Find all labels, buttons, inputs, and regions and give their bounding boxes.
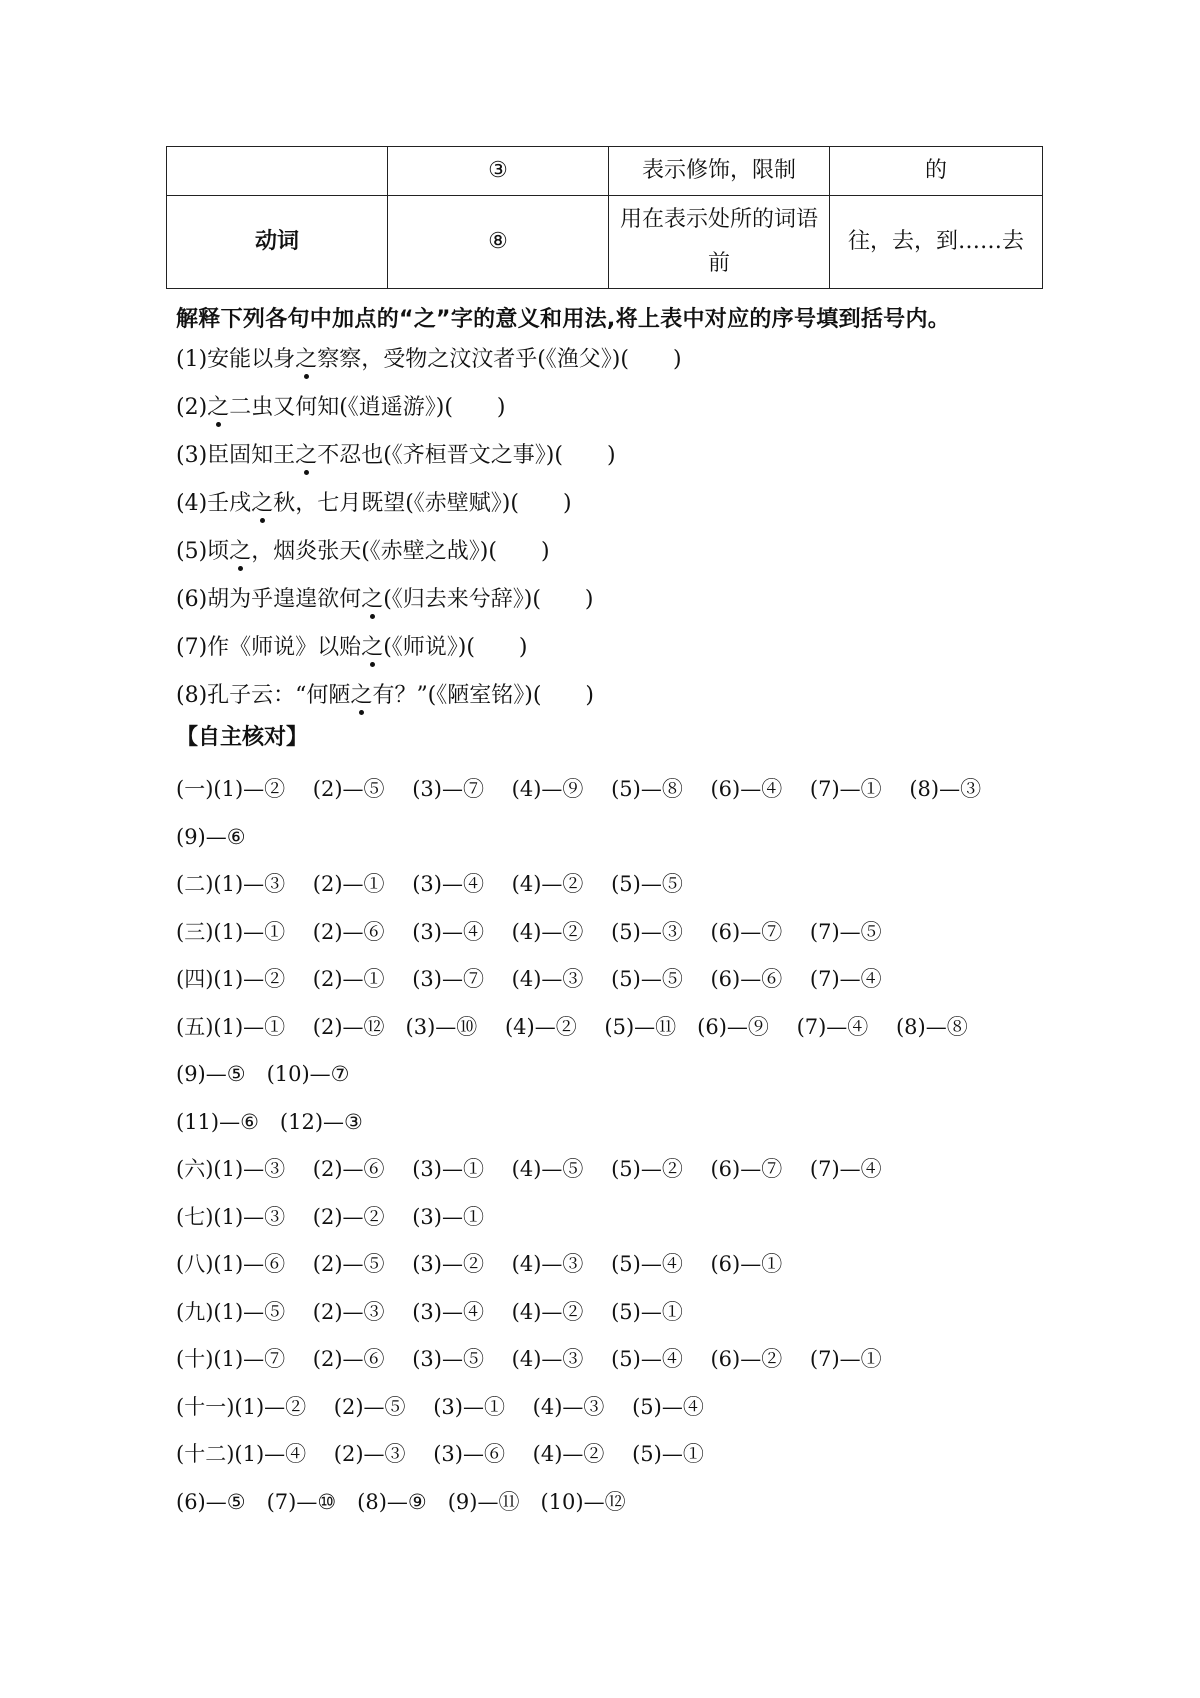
question-item	[176, 576, 682, 624]
answer-list	[176, 766, 981, 1526]
table-row	[167, 196, 1043, 289]
question-list	[176, 336, 682, 720]
question-text-before: (1)安能以身	[176, 347, 296, 372]
question-text-after: 不忍也(《齐桓晋文之事》)( )	[317, 443, 616, 468]
table-cell-number: ⑧	[388, 196, 609, 289]
question-text-after: 有？”(《陋室铭》)( )	[372, 683, 595, 708]
question-text-after: 察察，受物之汶汶者乎(《渔父》)( )	[317, 347, 682, 372]
answer-line: (六)(1)—③ (2)—⑥ (3)—① (4)—⑤ (5)—② (6)—⑦ (7)—④	[176, 1157, 882, 1181]
question-item	[176, 384, 682, 432]
question-item	[176, 480, 682, 528]
question-item	[176, 528, 682, 576]
answer-line: (五)(1)—① (2)—⑫ (3)—⑩ (4)—② (5)—⑪ (6)—⑨ (7)—④ (8)—⑧	[176, 1014, 968, 1039]
table-cell-usage: 表示修饰，限制	[609, 147, 830, 196]
question-item	[176, 336, 682, 384]
question-text-before: (4)壬戌	[176, 491, 252, 516]
table-cell-usage: 用在表示处所的词语前	[609, 196, 830, 289]
question-item	[176, 432, 682, 480]
table-cell-meaning: 的	[830, 147, 1043, 196]
question-text-after: 秋，七月既望(《赤壁赋》)( )	[273, 491, 572, 516]
exercise-instruction: 解释下列各句中加点的“之”字的意义和用法,将上表中对应的序号填到括号内。	[176, 307, 951, 332]
question-text-before: (2)	[176, 395, 208, 420]
table-cell-category: 动词	[167, 196, 388, 289]
dotted-character: 之	[361, 576, 383, 624]
question-text-before: (6)胡为乎遑遑欲何	[176, 587, 362, 612]
question-text-after: ，烟炎张天(《赤壁之战》)( )	[251, 539, 550, 564]
question-text-after: 二虫又何知(《逍遥游》)( )	[229, 395, 506, 420]
answer-line: (9)—⑥	[176, 824, 246, 849]
table-cell-category	[167, 147, 388, 196]
answer-line: (一)(1)—② (2)—⑤ (3)—⑦ (4)—⑨ (5)—⑧ (6)—④ (7)—① (8)—③	[176, 777, 982, 801]
answer-line: (十)(1)—⑦ (2)—⑥ (3)—⑤ (4)—③ (5)—④ (6)—② (7)—①	[176, 1347, 882, 1371]
dotted-character: 之	[229, 528, 251, 576]
dotted-character: 之	[251, 480, 273, 528]
question-item	[176, 624, 682, 672]
question-text-before: (7)作《师说》以贻	[176, 635, 362, 660]
dotted-character: 之	[361, 624, 383, 672]
question-text-before: (3)臣固知王	[176, 443, 296, 468]
answer-line: (十二)(1)—④ (2)—③ (3)—⑥ (4)—② (5)—①	[176, 1442, 704, 1466]
dotted-character: 之	[350, 672, 372, 720]
usage-table	[166, 146, 1043, 289]
answer-line: (6)—⑤ (7)—⑩ (8)—⑨ (9)—⑪ (10)—⑫	[176, 1489, 626, 1514]
answer-line: (七)(1)—③ (2)—② (3)—①	[176, 1204, 484, 1229]
question-text-before: (5)顷	[176, 539, 230, 564]
dotted-character: 之	[295, 432, 317, 480]
answer-line: (11)—⑥ (12)—③	[176, 1109, 363, 1134]
answer-line: (四)(1)—② (2)—① (3)—⑦ (4)—③ (5)—⑤ (6)—⑥ (7)—④	[176, 967, 882, 991]
answer-line: (二)(1)—③ (2)—① (3)—④ (4)—② (5)—⑤	[176, 872, 683, 896]
answer-line: (三)(1)—① (2)—⑥ (3)—④ (4)—② (5)—③ (6)—⑦ (7)—⑤	[176, 919, 882, 944]
answers-heading: 【自主核对】	[176, 725, 309, 750]
answer-line: (八)(1)—⑥ (2)—⑤ (3)—② (4)—③ (5)—④ (6)—①	[176, 1252, 783, 1276]
answer-line: (9)—⑤ (10)—⑦	[176, 1062, 350, 1086]
answer-line: (十一)(1)—② (2)—⑤ (3)—① (4)—③ (5)—④	[176, 1394, 704, 1419]
question-text-after: (《归去来兮辞》)( )	[383, 587, 594, 612]
question-text-after: (《师说》)( )	[383, 635, 528, 660]
answer-line: (九)(1)—⑤ (2)—③ (3)—④ (4)—② (5)—①	[176, 1299, 683, 1324]
question-item	[176, 672, 682, 720]
dotted-character: 之	[207, 384, 229, 432]
dotted-character: 之	[295, 336, 317, 384]
question-text-before: (8)孔子云：“何陋	[176, 683, 351, 708]
table-cell-meaning: 往，去，到……去	[830, 196, 1043, 289]
table-cell-number: ③	[388, 147, 609, 196]
table-row	[167, 147, 1043, 196]
